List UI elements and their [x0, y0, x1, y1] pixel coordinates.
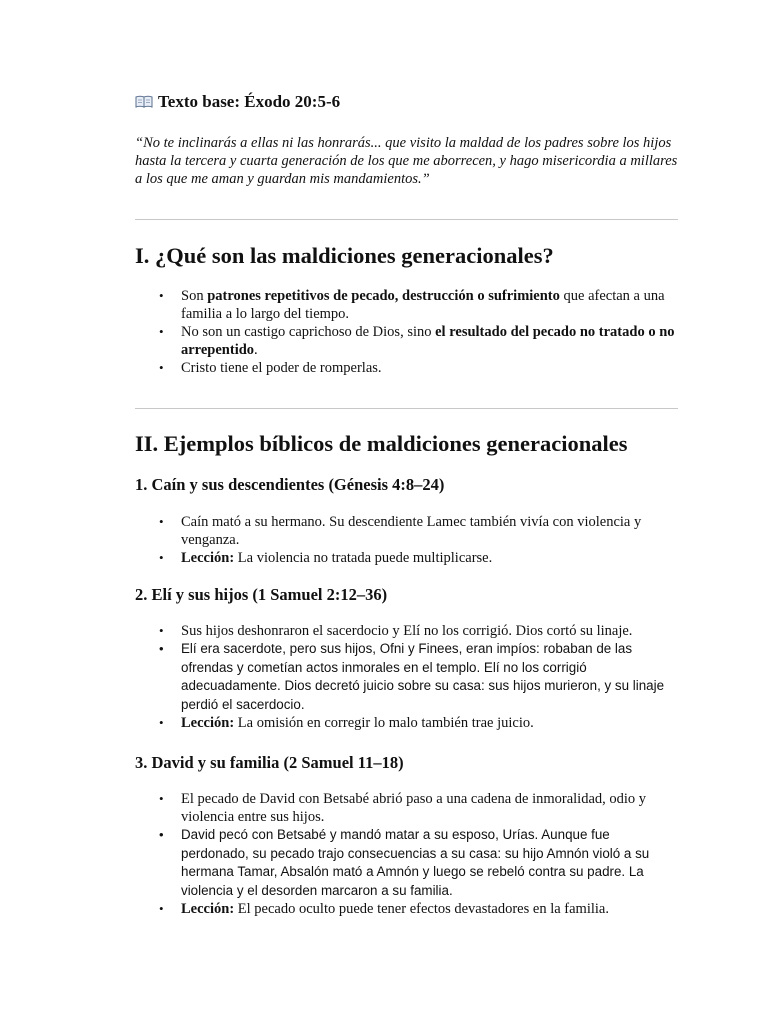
- divider: [135, 408, 678, 409]
- list-item: • Lección: El pecado oculto puede tener efectos devastadores en la familia.: [181, 900, 680, 918]
- example-2-list: [135, 622, 680, 732]
- example-3-list-wrapper: [135, 790, 680, 918]
- example-1-list: [135, 513, 680, 567]
- list-item: • No son un castigo caprichoso de Dios, sino el resultado del pecado no tratado o no arrepentido.: [181, 323, 680, 359]
- list-item: • Elí era sacerdote, pero sus hijos, Ofni y Finees, eran impíos: robaban de las ofrendas y cometían actos inmorales en el templo. Elí no los corrigió adecuadamente. Dios decretó juicio sobre su casa: sus hijos murieron, y su linaje perdió el sacerdocio.: [181, 640, 680, 714]
- example-1-title: 1. Caín y sus descendientes (Génesis 4:8–24): [135, 475, 445, 494]
- section-1-list: [135, 287, 680, 377]
- example-3-title: 3. David y su familia (2 Samuel 11–18): [135, 753, 404, 772]
- list-item: • Lección: La violencia no tratada puede multiplicarse.: [181, 549, 680, 567]
- list-item: • Sus hijos deshonraron el sacerdocio y Elí no los corrigió. Dios cortó su linaje.: [181, 622, 680, 640]
- example-1-list-wrapper: [135, 513, 680, 567]
- list-item: • Cristo tiene el poder de romperlas.: [181, 359, 680, 377]
- list-item: • David pecó con Betsabé y mandó matar a su esposo, Urías. Aunque fue perdonado, su pecado trajo consecuencias a su casa: su hijo Amnón violó a su hermana Tamar, Absalón mató a Amnón y luego se rebeló contra su padre. La violencia y el desorden marcaron a su familia.: [181, 826, 680, 900]
- list-item: • Lección: La omisión en corregir lo malo también trae juicio.: [181, 714, 680, 732]
- list-item: • El pecado de David con Betsabé abrió paso a una cadena de inmoralidad, odio y violencia entre sus hijos.: [181, 790, 680, 826]
- example-3-list: [135, 790, 680, 918]
- base-text-heading: [135, 92, 680, 112]
- list-item: • Caín mató a su hermano. Su descendiente Lamec también vivía con violencia y venganza.: [181, 513, 680, 549]
- section-2-heading: II. Ejemplos bíblicos de maldiciones generacionales: [135, 431, 628, 456]
- scripture-quote: “No te inclinarás a ellas ni las honrarás... que visito la maldad de los padres sobre los hijos hasta la tercera y cuarta generación de los que me aborrecen, y hago misericordia a millares a los que me aman y guardan mis mandamientos.”: [135, 135, 678, 187]
- example-2-list-wrapper: [135, 622, 680, 732]
- list-item: • Son patrones repetitivos de pecado, destrucción o sufrimiento que afectan a una familia a lo largo del tiempo.: [181, 287, 680, 323]
- open-book-icon: [135, 95, 153, 109]
- divider: [135, 219, 678, 220]
- section-1-heading: I. ¿Qué son las maldiciones generacionales?: [135, 243, 554, 268]
- example-2-title: 2. Elí y sus hijos (1 Samuel 2:12–36): [135, 585, 388, 604]
- section-1-list-wrapper: [135, 287, 680, 377]
- base-text-label: Texto base: Éxodo 20:5-6: [158, 92, 341, 111]
